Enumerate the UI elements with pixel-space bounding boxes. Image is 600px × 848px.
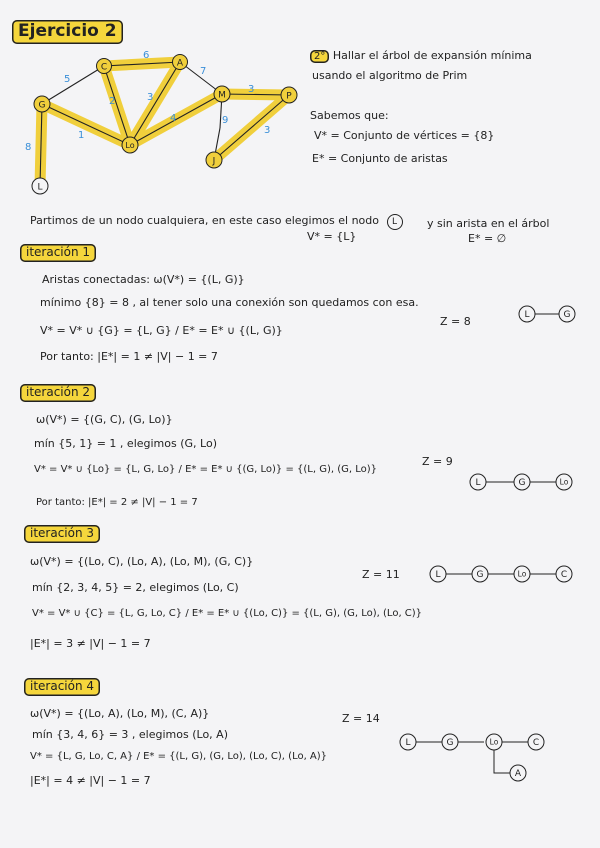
tree-node	[514, 474, 530, 490]
task-heading	[310, 50, 532, 63]
iteration-4-z: Z = 14	[342, 712, 380, 725]
tree-node	[472, 566, 488, 582]
iteration-2-line-2: mín {5, 1} = 1 , elegimos (G, Lo)	[34, 437, 217, 450]
tree-node	[559, 306, 575, 322]
intro-line: Partimos de un nodo cualquiera, en este caso elegimos el nodo	[30, 214, 379, 227]
iteration-1-line-3: V* = V* ∪ {G} = {L, G} / E* = E* ∪ {(L, G)}	[40, 324, 283, 337]
svg-text:G: G	[563, 310, 571, 320]
svg-text:C: C	[532, 738, 540, 748]
iteration-2-line-4: Por tanto: |E*| = 2 ≠ |V| − 1 = 7	[36, 497, 198, 508]
svg-text:M: M	[218, 90, 226, 101]
iteration-3-line-1: ω(V*) = {(Lo, C), (Lo, A), (Lo, M), (G, C)}	[30, 555, 254, 568]
node-a	[173, 55, 188, 70]
iteration-2-line-1: ω(V*) = {(G, C), (G, Lo)}	[36, 413, 173, 426]
tree-node	[519, 306, 535, 322]
svg-text:G: G	[476, 570, 484, 580]
iteration-4-tree	[398, 730, 548, 790]
weight-a-m: 7	[200, 66, 207, 77]
mst-highlight	[40, 62, 289, 186]
tree-node	[470, 474, 486, 490]
svg-text:A: A	[176, 58, 184, 69]
tree-node	[442, 734, 458, 750]
intro-v-init: V* = {L}	[307, 230, 357, 243]
intro-e-init: E* = ∅	[468, 232, 507, 245]
iteration-2-z: Z = 9	[422, 455, 453, 468]
iteration-1-tree	[516, 302, 586, 326]
svg-text:G: G	[446, 738, 454, 748]
node-p	[281, 87, 297, 103]
svg-text:C: C	[560, 570, 568, 580]
svg-text:L: L	[435, 570, 441, 580]
weight-m-p: 3	[248, 84, 255, 95]
weight-g-lo: 1	[78, 130, 85, 141]
iteration-3-line-3: V* = V* ∪ {C} = {L, G, Lo, C} / E* = E* ∪ {(Lo, C)} = {(L, G), (G, Lo), (Lo, C)}	[32, 608, 423, 619]
task-line-1: Hallar el árbol de expansión mínima	[332, 49, 532, 62]
weight-g-c: 5	[64, 74, 71, 85]
task-number: 2°	[310, 50, 329, 63]
intro-node: L	[387, 214, 403, 230]
weight-g-l: 8	[25, 142, 32, 153]
tree-node	[400, 734, 416, 750]
weight-m-j: 9	[222, 115, 229, 126]
svg-text:Lo: Lo	[559, 477, 569, 487]
svg-text:Lo: Lo	[517, 569, 527, 579]
svg-text:L: L	[37, 182, 43, 193]
node-c	[97, 59, 112, 74]
iteration-2-tree	[468, 470, 578, 494]
svg-text:G: G	[518, 478, 526, 488]
svg-text:L: L	[475, 478, 481, 488]
iteration-3-line-2: mín {2, 3, 4, 5} = 2, elegimos (Lo, C)	[32, 581, 239, 594]
page-title: Ejercicio 2	[12, 20, 123, 44]
svg-text:Lo: Lo	[489, 737, 499, 747]
iteration-1-line-1: Aristas conectadas: ω(V*) = {(L, G)}	[42, 273, 245, 286]
sabemos-label: Sabemos que:	[310, 109, 389, 122]
iteration-4-label: iteración 4	[24, 678, 100, 696]
tree-node	[556, 566, 572, 582]
node-j	[206, 152, 222, 168]
iteration-3-line-4: |E*| = 3 ≠ |V| − 1 = 7	[30, 637, 151, 650]
iteration-1-label: iteración 1	[20, 244, 96, 262]
svg-text:G: G	[38, 100, 46, 111]
svg-text:J: J	[212, 156, 216, 167]
weight-a-lo: 3	[147, 92, 154, 103]
tree-node	[430, 566, 446, 582]
tree-node-branch	[510, 765, 526, 781]
tree-node	[556, 474, 572, 490]
iteration-4-line-4: |E*| = 4 ≠ |V| − 1 = 7	[30, 774, 151, 787]
tree-node	[486, 734, 502, 750]
iteration-4-line-2: mín {3, 4, 6} = 3 , elegimos (Lo, A)	[32, 728, 228, 741]
svg-text:Lo: Lo	[125, 141, 135, 150]
weighted-graph	[0, 44, 310, 224]
iteration-2-label: iteración 2	[20, 384, 96, 402]
node-l	[32, 178, 48, 194]
weight-c-a: 6	[143, 50, 150, 61]
edge-set-def: E* = Conjunto de aristas	[312, 152, 448, 165]
intro-no-edge: y sin arista en el árbol	[427, 217, 550, 230]
tree-node	[514, 566, 530, 582]
svg-text:L: L	[405, 738, 411, 748]
iteration-3-tree	[428, 562, 578, 586]
svg-text:L: L	[524, 310, 530, 320]
node-m	[214, 86, 230, 102]
node-g	[34, 96, 50, 112]
weight-m-lo: 4	[170, 113, 177, 124]
iteration-4-line-1: ω(V*) = {(Lo, A), (Lo, M), (C, A)}	[30, 707, 210, 720]
iteration-1-line-4: Por tanto: |E*| = 1 ≠ |V| − 1 = 7	[40, 350, 218, 363]
iteration-1-line-2: mínimo {8} = 8 , al tener solo una conexión son quedamos con esa.	[40, 296, 419, 309]
weight-c-lo: 2	[109, 96, 116, 107]
vertex-set-def: V* = Conjunto de vértices = {8}	[314, 129, 495, 142]
svg-text:C: C	[100, 62, 108, 73]
iteration-2-line-3: V* = V* ∪ {Lo} = {L, G, Lo} / E* = E* ∪ {(G, Lo)} = {(L, G), (G, Lo)}	[34, 464, 377, 475]
node-lo	[122, 137, 138, 153]
iteration-4-line-3: V* = {L, G, Lo, C, A} / E* = {(L, G), (G, Lo), (Lo, C), (Lo, A)}	[30, 751, 328, 762]
weight-j-p: 3	[264, 125, 271, 136]
intro-text	[30, 214, 403, 230]
svg-text:A: A	[514, 769, 522, 779]
task-line-2: usando el algoritmo de Prim	[312, 69, 468, 82]
tree-node	[528, 734, 544, 750]
iteration-3-label: iteración 3	[24, 525, 100, 543]
iteration-3-z: Z = 11	[362, 568, 400, 581]
svg-text:P: P	[286, 91, 292, 102]
iteration-1-z: Z = 8	[440, 315, 471, 328]
